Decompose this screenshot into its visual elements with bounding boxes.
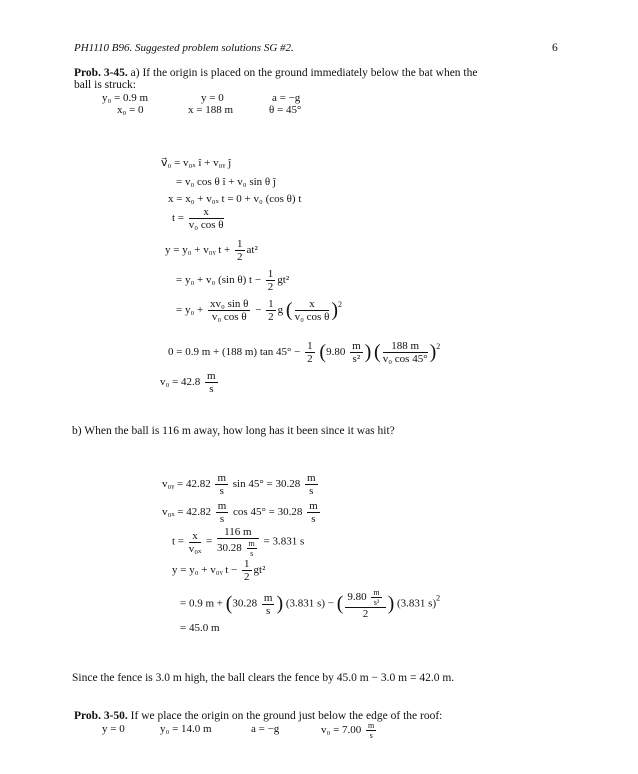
eq-lhs: y = y₀ + v₀ᵧ t − (172, 564, 238, 577)
given-x: x = 188 m (188, 104, 234, 116)
denominator (217, 539, 259, 558)
unit-denominator: s (309, 485, 314, 497)
open-paren: ( (225, 592, 233, 615)
close-paren: ) (364, 341, 372, 363)
denominator: v₀ cos θ (188, 219, 224, 231)
problem-3-45-intro (74, 67, 477, 79)
open-paren: ( (374, 341, 381, 363)
problem-text: If we place the origin on the ground just below the edge of the roof: (130, 710, 443, 722)
numerator: 1 (267, 268, 274, 280)
unit-denominator: s² (352, 353, 361, 365)
eq-lhs: = y₀ + (176, 304, 204, 317)
unit-numerator: m (217, 500, 227, 512)
denominator: v₀ₓ (188, 542, 202, 555)
numerator: 116 m (217, 526, 259, 539)
denominator: 2 (244, 571, 250, 583)
problem-text-a-cont: ball is struck: (74, 79, 136, 91)
eq-lhs: t = (172, 212, 185, 225)
unit-numerator: m (207, 370, 216, 382)
eq-lhs: = 0.9 m + (180, 597, 223, 610)
eq-rhs: gt² (277, 274, 290, 287)
denominator-value: 30.28 (217, 542, 242, 555)
eq-rhs: gt² (253, 564, 266, 577)
eq-lhs: v₀ᵧ = 42.82 (162, 478, 211, 491)
unit-numerator: m (352, 340, 361, 352)
given-y0: y₀ = 0.9 m (102, 92, 149, 104)
eq-middle: cos 45° = 30.28 (233, 506, 303, 519)
close-paren: ) (429, 341, 437, 363)
exponent: 2 (338, 300, 343, 310)
numerator: x (189, 206, 224, 219)
numerator: 1 (244, 558, 250, 570)
denominator: v₀ cos 45° (382, 353, 428, 365)
problem-text-a: a) If the origin is placed on the ground immediately below the bat when the (130, 67, 478, 79)
numerator: 188 m (383, 340, 428, 353)
denominator: v₀ cos θ (294, 311, 330, 323)
numerator (345, 588, 385, 608)
eq-lhs: = y₀ + v₀ (sin θ) t − (176, 274, 262, 287)
unit-numerator: m (217, 472, 227, 484)
eq-y-b-result: = 45.0 m (180, 622, 220, 634)
conclusion-text: Since the fence is 3.0 m high, the ball clears the fence by 45.0 m − 3.0 m = 42.0 m. (72, 672, 455, 684)
eq-lhs: t = (172, 535, 185, 548)
exponent: 2 (436, 342, 441, 352)
eq-rhs: at² (246, 244, 258, 257)
eq-lhs: v₀ₓ = 42.82 (162, 506, 211, 519)
given-x0: x₀ = 0 (117, 104, 144, 116)
eq-numeric-substitution (168, 340, 440, 365)
unit-denominator: s (209, 383, 214, 395)
eq-y-b (172, 558, 265, 583)
given-theta: θ = 45° (269, 104, 302, 116)
unit-denominator: s² (373, 598, 380, 607)
numerator: 1 (268, 298, 274, 310)
unit-denominator: s (266, 604, 271, 617)
page-number: 6 (552, 42, 558, 54)
eq-middle: sin 45° = 30.28 (232, 478, 301, 491)
unit-numerator: m (309, 500, 318, 512)
numerator: x (295, 298, 330, 311)
close-paren: ) (387, 592, 395, 615)
equals-sign: = (206, 535, 213, 548)
given-a: a = −g (272, 92, 301, 104)
open-paren: ( (319, 341, 327, 363)
denominator: 2 (267, 281, 274, 293)
eq-time (172, 206, 226, 231)
problem-label: Prob. 3-45. (74, 67, 128, 79)
eq-v0-result (160, 370, 220, 395)
time-term-2: (3.831 s) (397, 597, 437, 610)
v0-value: v₀ = 7.00 (321, 724, 362, 737)
numerator: 1 (307, 340, 313, 352)
eq-lhs: v₀ = 42.8 (160, 376, 201, 389)
denominator: v₀ cos θ (211, 311, 247, 323)
given-a-2: a = −g (251, 723, 280, 735)
eq-velocity-components: = v₀ cos θ î + v₀ sin θ ĵ (176, 176, 276, 188)
eq-time-b (172, 526, 304, 558)
numerator: 1 (237, 238, 243, 250)
eq-x-position: x = x₀ + v₀ₓ t = 0 + v₀ (cos θ) t (168, 193, 302, 205)
eq-velocity-vector: v⃗₀ = v₀ₓ î + v₀ᵧ ĵ (161, 157, 232, 169)
given-y-2: y = 0 (102, 723, 125, 735)
given-y: y = 0 (201, 92, 224, 104)
numerator: x (189, 530, 202, 543)
eq-y-in-x (176, 298, 342, 323)
time-term: (3.831 s) − (285, 597, 334, 610)
unit-denominator: s (311, 513, 316, 525)
unit-numerator: m (306, 472, 316, 484)
open-paren: ( (285, 299, 293, 321)
eq-lhs: 0 = 0.9 m + (188 m) tan 45° − (168, 346, 301, 359)
velocity-value: 30.28 (232, 597, 258, 610)
open-paren: ( (336, 592, 344, 615)
denominator: 2 (237, 251, 243, 263)
eq-rhs: = 3.831 s (263, 535, 305, 548)
unit-numerator: m (373, 588, 380, 597)
close-paren: ) (276, 592, 284, 615)
denominator: 2 (307, 353, 313, 365)
unit-denominator: s (219, 485, 224, 497)
eq-y-b-numeric (180, 588, 440, 620)
eq-y-position (165, 238, 258, 263)
denominator: 2 (362, 608, 369, 620)
gravity-value: 9.80 (347, 591, 367, 604)
given-v0-2 (321, 721, 378, 740)
unit-numerator: m (263, 591, 273, 604)
eq-v0y (162, 472, 320, 497)
problem-text-b: b) When the ball is 116 m away, how long has it been since it was hit? (72, 425, 395, 437)
problem-label: Prob. 3-50. (74, 710, 128, 722)
gravity-symbol: g (277, 304, 284, 317)
close-paren: ) (331, 299, 339, 321)
unit-numerator: m (368, 721, 375, 730)
unit-denominator: s (369, 731, 373, 740)
unit-numerator: m (248, 539, 255, 548)
running-header: PH1110 B96. Suggested problem solutions SG #2. (74, 42, 294, 54)
exponent: 2 (436, 593, 441, 603)
gravity-value: 9.80 (326, 346, 346, 359)
unit-denominator: s (250, 549, 254, 558)
minus-sign: − (255, 304, 262, 317)
eq-y-substituted (176, 268, 289, 293)
eq-v0x (162, 500, 322, 525)
numerator: xv₀ sin θ (210, 298, 249, 310)
problem-3-50-intro (74, 710, 442, 722)
given-y0-2: y₀ = 14.0 m (160, 723, 212, 735)
eq-lhs: y = y₀ + v₀ᵧ t + (165, 244, 231, 257)
unit-denominator: s (219, 513, 225, 525)
denominator: 2 (268, 311, 274, 323)
